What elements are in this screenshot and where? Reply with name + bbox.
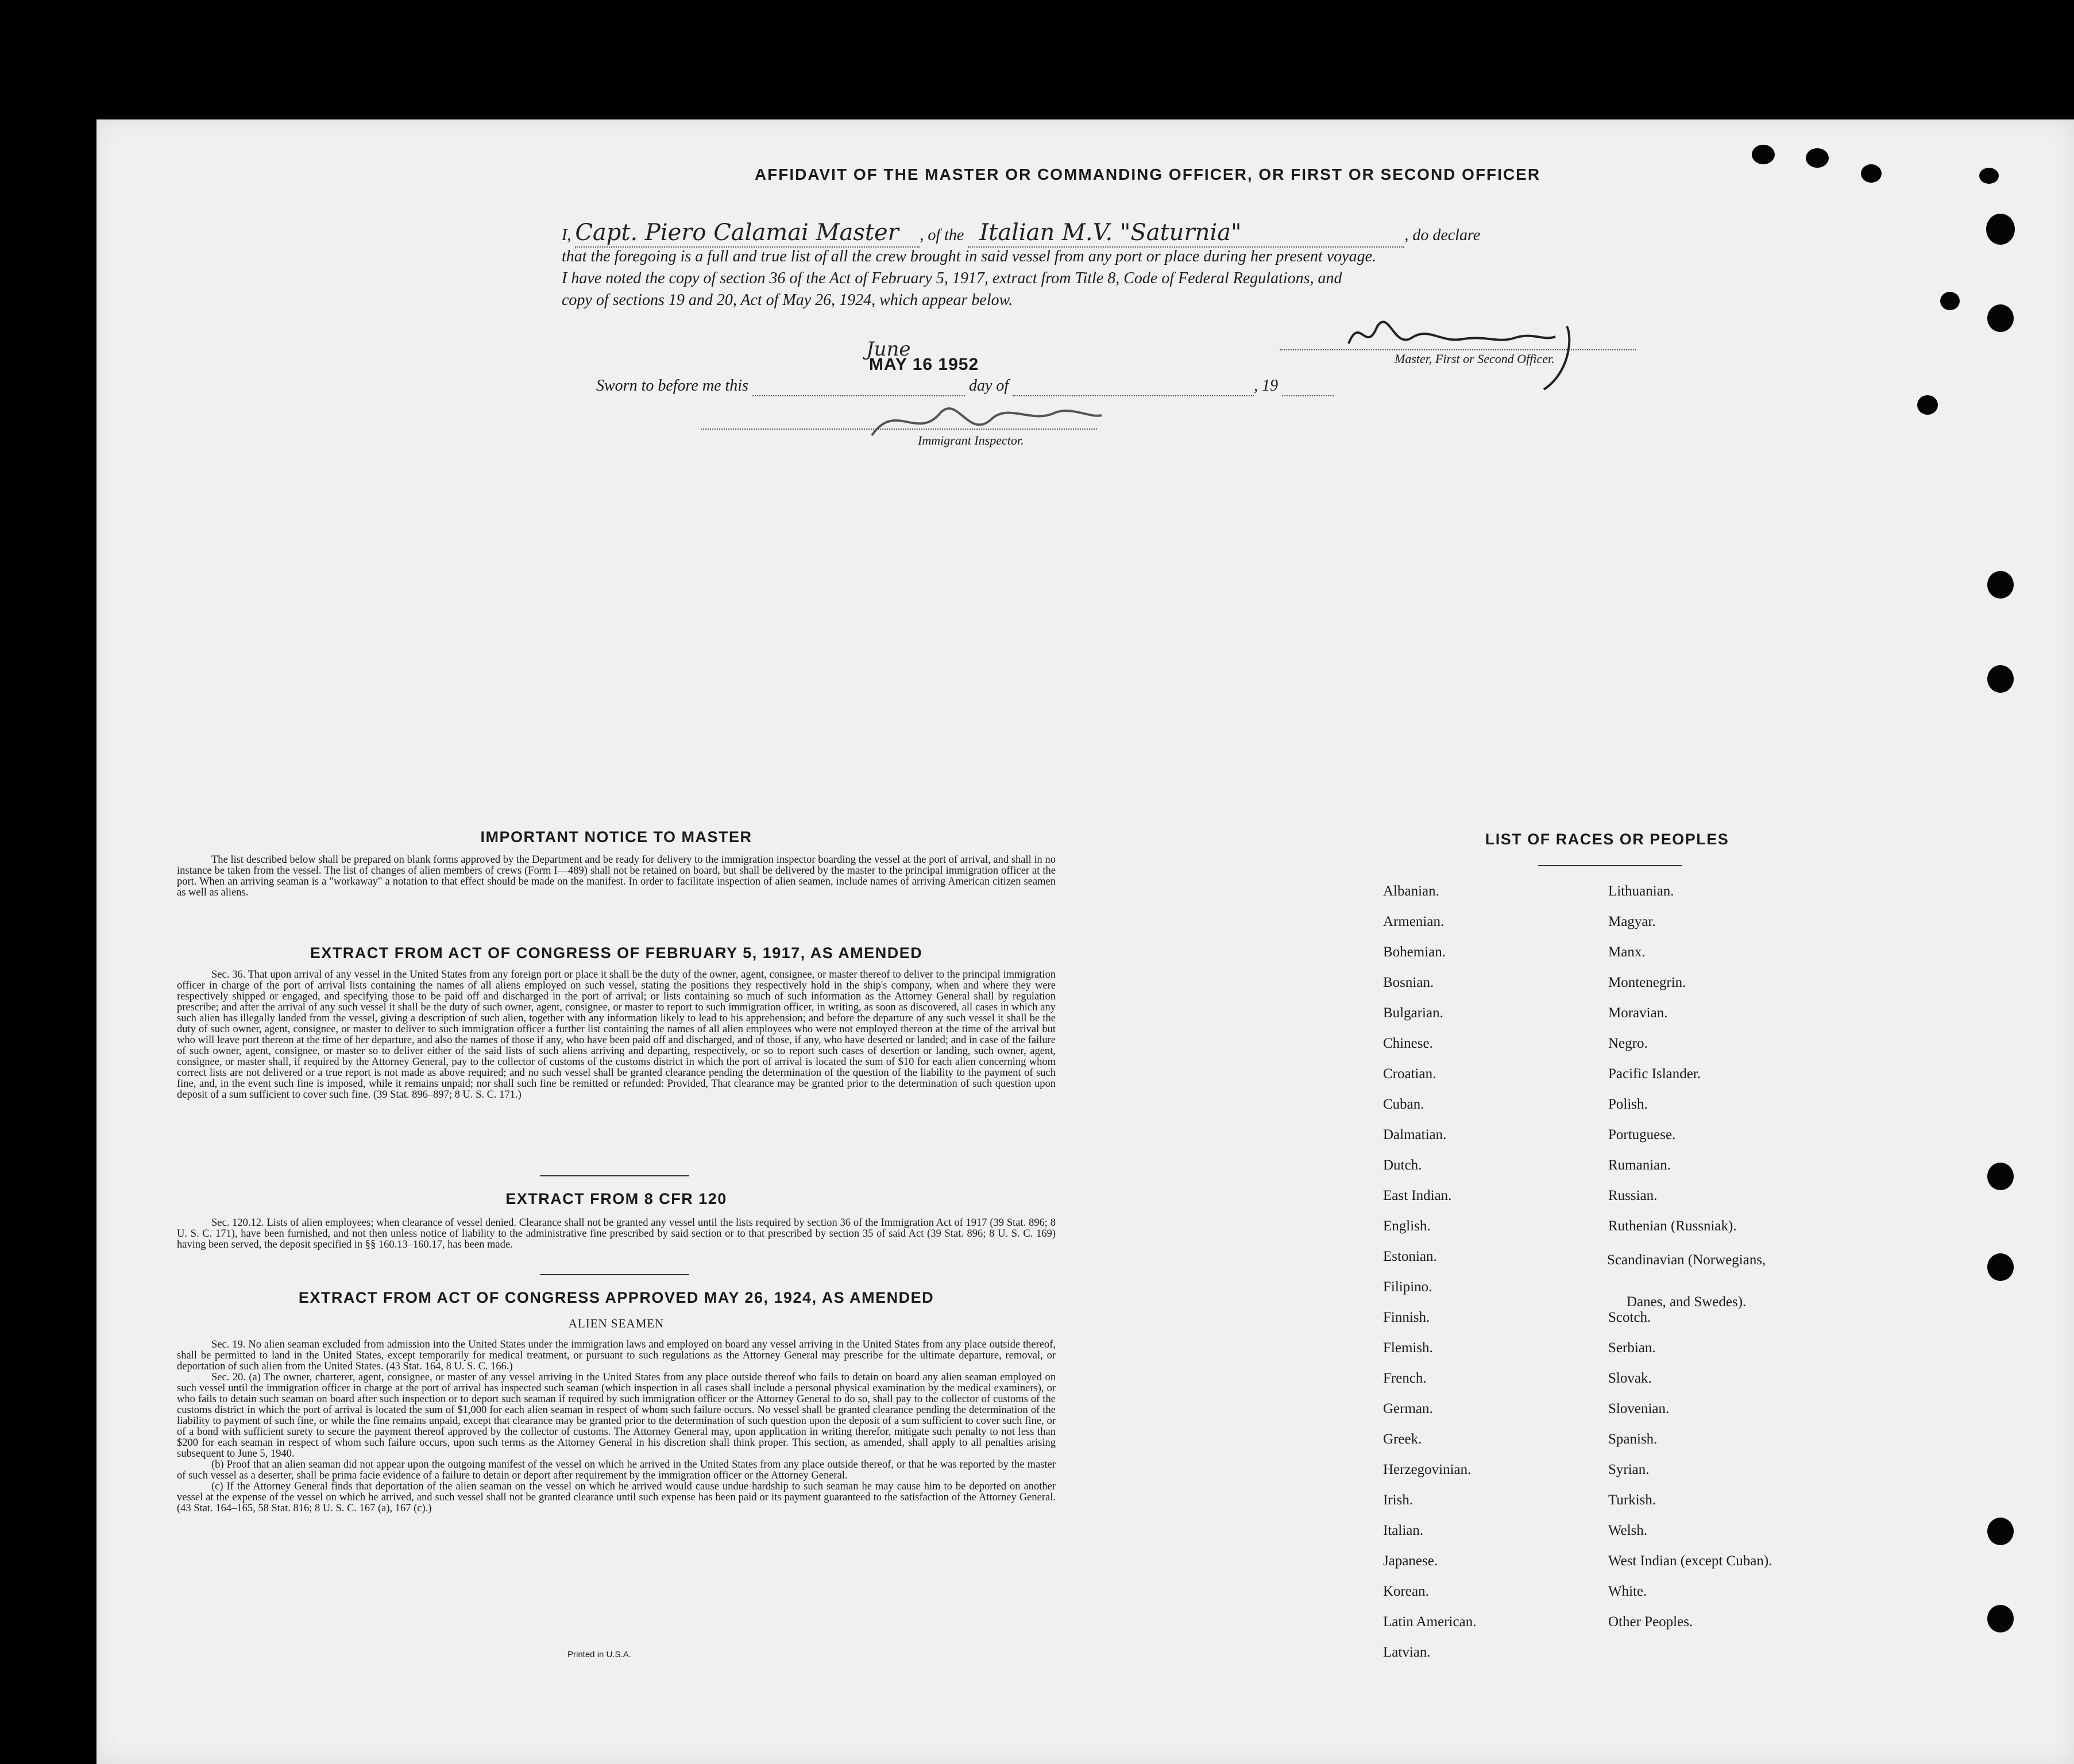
race-item: Estonian.	[1383, 1249, 1437, 1264]
race-item: Manx.	[1608, 944, 1646, 960]
race-item: Greek.	[1383, 1431, 1422, 1447]
race-item: Polish.	[1608, 1097, 1648, 1112]
race-item: Irish.	[1383, 1492, 1413, 1508]
race-item: Dutch.	[1383, 1157, 1422, 1173]
race-item: Serbian.	[1608, 1340, 1656, 1356]
race-item: Moravian.	[1608, 1005, 1668, 1021]
race-item: Korean.	[1383, 1584, 1429, 1599]
of-the-label: , of the	[920, 226, 964, 244]
extract3-para3: (b) Proof that an alien seaman did not appear upon the outgoing manifest of the vessel on which he arrived in the United States from any place outside thereof, or that he was reported by the master of such vessel as a deserter, shall be prima facie evidence of a failure to detain or deport after requirement by the immigration officer or the Attorney General.	[177, 1459, 1056, 1481]
race-item: Montenegrin.	[1608, 975, 1686, 990]
race-item: French.	[1383, 1371, 1427, 1386]
punch-hole	[1861, 164, 1882, 183]
sworn-prefix: Sworn to before me this	[596, 377, 748, 395]
extract2-title: EXTRACT FROM 8 CFR 120	[505, 1190, 727, 1207]
race-item: Magyar.	[1608, 914, 1656, 929]
punch-hole	[1987, 1518, 2014, 1545]
race-item: Scandinavian (Norwegians,	[1607, 1252, 1766, 1268]
punch-hole	[1806, 148, 1829, 168]
declaration-line-1	[562, 219, 1739, 248]
day-of-label: day of	[968, 377, 1009, 395]
race-item: Spanish.	[1608, 1431, 1658, 1447]
extract3-title: EXTRACT FROM ACT OF CONGRESS APPROVED MAY 26, 1924, AS AMENDED	[298, 1289, 934, 1306]
race-item: German.	[1383, 1401, 1433, 1416]
handwritten-month: June	[866, 338, 911, 361]
divider	[1538, 865, 1682, 866]
race-item: Filipino.	[1383, 1279, 1432, 1295]
extract1-title: EXTRACT FROM ACT OF CONGRESS OF FEBRUARY 5, 1917, AS AMENDED	[310, 944, 923, 962]
year-label: , 19	[1254, 377, 1279, 395]
race-item: East Indian.	[1383, 1188, 1452, 1203]
race-item: Bohemian.	[1383, 944, 1446, 960]
inspector-caption: Immigrant Inspector.	[918, 433, 1024, 447]
punch-hole	[1940, 292, 1960, 310]
signature-caption: Master, First or Second Officer.	[1395, 352, 1555, 366]
divider	[540, 1274, 689, 1275]
master-name: Capt. Piero Calamai Master	[575, 219, 899, 246]
document-page	[96, 119, 2074, 1764]
race-item: Ruthenian (Russniak).	[1608, 1218, 1737, 1234]
punch-hole	[1987, 1253, 2014, 1281]
punch-hole	[1987, 1163, 2014, 1190]
declaration-line-4: copy of sections 19 and 20, Act of May 26, 1924, which appear below.	[562, 291, 1013, 309]
punch-hole	[1987, 571, 2014, 599]
race-item: Other Peoples.	[1608, 1614, 1693, 1630]
declaration-line-2: that the foregoing is a full and true list of all the crew brought in said vessel from any port or place during her present voyage.	[562, 248, 1377, 265]
punch-hole	[1987, 665, 2014, 693]
declaration-prefix: I,	[562, 226, 571, 244]
race-item: Turkish.	[1608, 1492, 1656, 1508]
punch-hole	[1987, 1605, 2014, 1632]
race-item: Negro.	[1608, 1036, 1648, 1051]
punch-hole	[1986, 214, 2015, 245]
race-item: Armenian.	[1383, 914, 1445, 929]
race-item: Finnish.	[1383, 1310, 1430, 1325]
race-item: Portuguese.	[1608, 1127, 1676, 1142]
affidavit-title: AFFIDAVIT OF THE MASTER OR COMMANDING OFFICER, OR FIRST OR SECOND OFFICER	[754, 165, 1541, 183]
race-item: Syrian.	[1608, 1462, 1650, 1477]
race-item: Danes, and Swedes).	[1627, 1294, 1747, 1310]
race-item: Cuban.	[1383, 1097, 1424, 1112]
race-item: Bulgarian.	[1383, 1005, 1443, 1021]
race-item: Rumanian.	[1608, 1157, 1671, 1173]
race-item: English.	[1383, 1218, 1431, 1234]
race-item: Latin American.	[1383, 1614, 1477, 1630]
race-item: Scotch.	[1608, 1310, 1651, 1325]
race-item: Welsh.	[1608, 1523, 1648, 1538]
race-item: Chinese.	[1383, 1036, 1433, 1051]
printed-in-usa: Printed in U.S.A.	[567, 1650, 631, 1659]
race-item: Italian.	[1383, 1523, 1424, 1538]
extract3-text	[177, 1340, 1056, 1514]
punch-hole	[1752, 145, 1775, 164]
divider	[540, 1175, 689, 1176]
extract3-subtitle: ALIEN SEAMEN	[568, 1317, 665, 1330]
race-item: White.	[1608, 1584, 1647, 1599]
race-item: Slovenian.	[1608, 1401, 1670, 1416]
extract1-text: Sec. 36. That upon arrival of any vessel in the United States from any foreign port or place it shall be the duty of the owner, agent, consignee, or master thereof to deliver to the principal immigration officer in charge of the port of arrival lists containing the names of all aliens employed on such vessel, stating the positions they respectively hold in the ship's company, when and where they were respectively shipped or engaged, and specifying those to be paid off and discharged in the port of arrival; or lists containing so much of such information as the Attorney General shall by regulation prescribe; and after the arrival of any such vessel it shall be the duty of such owner, agent, consignee, or master to report to such immigration officer, in writing, as soon as discovered, all cases in which any such alien has illegally landed from the vessel, giving a description of such alien, together with any information likely to lead to his apprehension; and before the departure of any such vessel it shall be the duty of such owner, agent, consignee, or master to deliver to such immigration officer a further list containing the names of all alien employees who were not employed thereon at the time of the arrival but who will leave port thereon at the time of her departure, and also the names of those if any, who have been paid off and discharged, and of those, if any, who have deserted or landed; and in case of the failure of such owner, agent, consignee, or master so to deliver either of the said lists of such aliens arriving and departing, respectively, or so to report such cases of desertion or landing, such owner, agent, consignee, or master shall, if required by the Attorney General, pay to the collector of customs of the customs district in which the port of arrival is located the sum of $10 for each alien concerning whom correct lists are not delivered or a true report is not made as above required; and no such vessel shall be granted clearance pending the determination of the question of the liability to the payment of such fine, and, in the event such fine is imposed, while it remains unpaid; nor shall such fine be remitted or refunded: Provided, That clearance may be granted prior to the determination of such question upon deposit of a sum sufficient to cover such fine. (39 Stat. 896–897; 8 U. S. C. 171.)	[177, 969, 1056, 1101]
date-stamp: MAY 16 1952	[869, 355, 979, 374]
race-item: Lithuanian.	[1608, 883, 1674, 899]
race-item: Pacific Islander.	[1608, 1066, 1701, 1082]
declare-label: , do declare	[1404, 226, 1481, 244]
races-title: LIST OF RACES OR PEOPLES	[1485, 831, 1729, 848]
punch-hole	[1987, 304, 2014, 332]
notice-text: The list described below shall be prepared on blank forms approved by the Department and be ready for delivery to the immigration inspector boarding the vessel at the port of arrival, and shall in no instance be taken from the vessel. The list of changes of alien members of crews (Form I—489) shall not be retained on board, but shall be delivered by the master to the principal immigration officer at the port. When an arriving seaman is a "workaway" a notation to that effect should be made on the manifest. In order to facilitate inspection of alien seamen, include names of arriving American citizen seamen as well as aliens.	[177, 854, 1056, 898]
extract2-text: Sec. 120.12. Lists of alien employees; when clearance of vessel denied. Clearance shall not be granted any vessel until the lists required by section 36 of the Immigration Act of 1917 (39 Stat. 896; 8 U. S. C. 171), have been furnished, and not then unless notice of liability to the administrative fine prescribed by said section or to that prescribed by section 35 of said Act (39 Stat. 896; 8 U. S. C. 169) having been served, the deposit specified in §§ 160.13–160.17, has been made.	[177, 1217, 1056, 1250]
race-item: Croatian.	[1383, 1066, 1436, 1082]
extract3-para1: Sec. 19. No alien seaman excluded from admission into the United States under the immigration laws and employed on board any vessel arriving in the United States from any place outside thereof, shall be permitted to land in the United States, except temporarily for medical treatment, or pursuant to such regulations as the Attorney General may prescribe for the ultimate departure, removal, or deportation of such alien from the United States. (43 Stat. 164, 8 U. S. C. 166.)	[177, 1339, 1056, 1372]
race-item: Flemish.	[1383, 1340, 1433, 1356]
race-item: Latvian.	[1383, 1645, 1431, 1660]
race-item: Russian.	[1608, 1188, 1658, 1203]
race-item: Herzegovinian.	[1383, 1462, 1472, 1477]
vessel-name: Italian M.V. "Saturnia"	[979, 219, 1242, 246]
race-item: Slovak.	[1608, 1371, 1652, 1386]
race-item: West Indian (except Cuban).	[1608, 1553, 1772, 1569]
race-item: Japanese.	[1383, 1553, 1438, 1569]
extract3-para4: (c) If the Attorney General finds that deportation of the alien seaman on the vessel on which he arrived would cause undue hardship to such seaman he may cause him to be deported on another vessel at the expense of the vessel on which he arrived, and such vessel shall not be granted clearance until such expense has been paid or its payment guaranteed to the satisfaction of the Attorney General. (43 Stat. 164–165, 58 Stat. 816; 8 U. S. C. 167 (a), 167 (c).)	[177, 1481, 1056, 1514]
punch-hole	[1917, 395, 1938, 415]
race-item: Dalmatian.	[1383, 1127, 1447, 1142]
punch-hole	[1979, 168, 1999, 184]
extract3-para2: Sec. 20. (a) The owner, charterer, agent, consignee, or master of any vessel arriving in the United States from any place outside thereof who fails to detain on board any alien seaman employed on such vessel until the immigration officer in charge at the port of arrival has inspected such seaman (which inspection in all cases shall include a personal physical examination by the medical examiners), or who fails to detain such seaman on board after such inspection or to deport such seaman if required by such immigration officer or the Attorney General to do so, shall pay to the collector of customs of the customs district in which the port of arrival is located the sum of $1,000 for each alien seaman in respect of whom such failure occurs. No vessel shall be granted clearance pending the determination of the liability to payment of such fine, or while the fine remains unpaid, except that clearance may be granted prior to the determination of such question upon the deposit of a sum sufficient to cover such fine, or of a bond with sufficient surety to secure the payment thereof approved by the collector of customs. The Attorney General may, upon application in writing therefor, mitigate such penalty to not less than $200 for each seaman in respect of whom such failure occurs, upon such terms as the Attorney General in his discretion shall think proper. This section, as amended, shall apply to all penalties arising subsequent to June 5, 1940.	[177, 1372, 1056, 1460]
declaration-line-3: I have noted the copy of section 36 of the Act of February 5, 1917, extract from Title 8, Code of Federal Regulations, and	[562, 269, 1342, 287]
notice-title: IMPORTANT NOTICE TO MASTER	[480, 828, 752, 846]
race-item: Albanian.	[1383, 883, 1439, 899]
race-item: Bosnian.	[1383, 975, 1434, 990]
